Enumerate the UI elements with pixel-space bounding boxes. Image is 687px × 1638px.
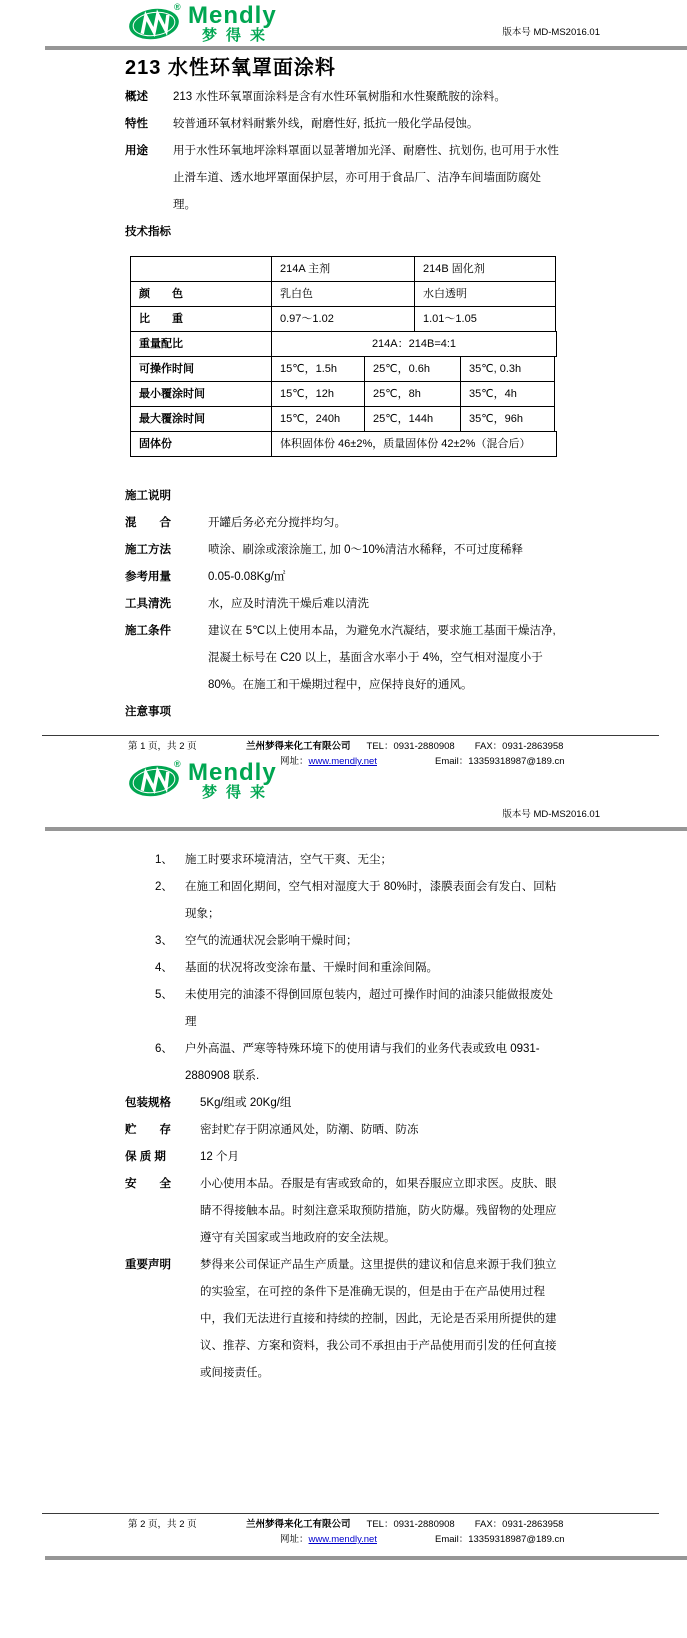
section-label: 用途 — [125, 145, 148, 157]
row-text: 开罐后务必充分搅拌均匀。 — [208, 517, 346, 529]
table-row — [130, 331, 562, 357]
brand-wordmark — [188, 761, 277, 801]
header-rule — [45, 827, 687, 831]
table-cell: 重量配比 — [130, 331, 272, 357]
table-cell: 35℃, 0.3h — [460, 356, 555, 382]
row-text: 0.05-0.08Kg/㎡ — [208, 571, 286, 583]
footer-email: Email：13359318987@189.cn — [434, 756, 565, 767]
tech-heading: 技术指标 — [125, 226, 171, 238]
table-cell: 乳白色 — [271, 281, 415, 307]
row-text: 5Kg/组或 20Kg/组 — [200, 1097, 292, 1109]
company-name: 兰州梦得来化工有限公司 — [246, 1519, 351, 1530]
info-row-packaging — [125, 1090, 562, 1117]
table-cell: 水白透明 — [414, 281, 556, 307]
row-text: 水，应及时清洗干燥后难以清洗 — [208, 598, 369, 610]
list-text: 施工时要求环境清洁，空气干爽、无尘； — [185, 854, 392, 866]
footer-tel: TEL：0931-2880908 — [366, 1519, 455, 1530]
table-cell: 颜 色 — [130, 281, 272, 307]
table-cell: 35℃，4h — [460, 381, 555, 407]
footer-tel: TEL：0931-2880908 — [366, 741, 455, 752]
list-number: 5、 — [155, 989, 173, 1001]
website-link[interactable]: www.mendly.net — [308, 756, 377, 767]
footer-rule — [42, 735, 659, 736]
website-link[interactable]: www.mendly.net — [308, 1534, 377, 1545]
section-usage — [125, 138, 562, 219]
list-text: 户外高温、严寒等特殊环境下的使用请与我们的业务代表或致电 0931-2880908 联系. — [185, 1043, 540, 1082]
table-row — [130, 356, 562, 382]
mendly-logo — [128, 4, 277, 44]
section-text: 较普通环氧材料耐紫外线，耐磨性好, 抵抗一般化学品侵蚀。 — [173, 118, 479, 130]
construction-row — [125, 618, 562, 699]
list-text: 在施工和固化期间，空气相对湿度大于 80%时，漆膜表面会有发白、回粘现象； — [185, 881, 557, 920]
list-text: 空气的流通状况会影响干燥时间； — [185, 935, 358, 947]
table-cell: 35℃，96h — [460, 406, 555, 432]
brand-name: Mendly — [188, 759, 277, 786]
row-text: 建议在 5℃以上使用本品，为避免水汽凝结，要求施工基面干燥洁净, 混凝土标号在 C20 以上，基面含水率小于 4%，空气相对湿度小于 80%。在施工和干燥期过程中，应保持良好的通风。 — [208, 625, 556, 691]
row-text: 小心使用本品。吞服是有害或致命的，如果吞服应立即求医。皮肤、眼睛不得接触本品。时刻注意采取预防措施，防火防爆。残留物的处理应遵守有关国家或当地政府的安全法规。 — [200, 1178, 557, 1244]
table-cell: 214A：214B=4:1 — [271, 331, 557, 357]
table-cell: 15℃，240h — [271, 406, 365, 432]
list-text: 未使用完的油漆不得倒回原包装内，超过可操作时间的油漆只能做报废处理 — [185, 989, 553, 1028]
tech-table — [130, 256, 562, 457]
page-1 — [0, 0, 687, 755]
section-features — [125, 111, 562, 138]
table-cell: 214B 固化剂 — [414, 256, 556, 282]
footer-fax: FAX：0931-2863958 — [474, 1519, 564, 1530]
list-item — [125, 1036, 562, 1090]
list-item — [125, 874, 562, 928]
version-label: 版本号 MD-MS2016.01 — [502, 27, 600, 38]
section-label: 概述 — [125, 91, 148, 103]
brand-name: Mendly — [188, 2, 277, 29]
construction-row — [125, 510, 562, 537]
row-label: 安 全 — [125, 1178, 171, 1190]
row-label: 贮 存 — [125, 1124, 171, 1136]
page-2-footer — [0, 1513, 687, 1547]
row-label: 工具清洗 — [125, 598, 171, 610]
page-1-header — [0, 0, 687, 50]
table-row — [130, 281, 562, 307]
row-label: 混 合 — [125, 517, 171, 529]
info-row-storage — [125, 1117, 562, 1144]
website-label: 网址： — [280, 756, 309, 767]
page-2-header — [0, 757, 687, 831]
list-item — [125, 928, 562, 955]
table-row — [130, 256, 562, 282]
table-cell: 25℃，0.6h — [364, 356, 461, 382]
table-cell: 最大覆涂时间 — [130, 406, 272, 432]
notes-heading: 注意事项 — [125, 706, 171, 718]
row-text: 梦得来公司保证产品生产质量。这里提供的建议和信息来源于我们独立的实验室，在可控的条件下是准确无误的，但是由于在产品使用过程中，我们无法进行直接和持续的控制，因此，无论是否采用所提供的建议、推荐、方案和资料，我公司不承担由于产品使用而引发的任何直接或间接责任。 — [200, 1259, 557, 1379]
row-label: 包装规格 — [125, 1097, 171, 1109]
table-cell: 25℃，8h — [364, 381, 461, 407]
brand-name-cn: 梦得来 — [202, 784, 275, 801]
table-row — [130, 406, 562, 432]
row-text: 12 个月 — [200, 1151, 239, 1163]
page-bottom-rule — [45, 1556, 687, 1560]
table-cell: 比 重 — [130, 306, 272, 332]
row-label: 重要声明 — [125, 1259, 171, 1271]
row-text: 密封贮存于阴凉通风处，防潮、防晒、防冻 — [200, 1124, 419, 1136]
section-label: 特性 — [125, 118, 148, 130]
version-label: 版本号 MD-MS2016.01 — [502, 809, 600, 820]
page-2-content — [125, 847, 562, 1387]
list-text: 基面的状况将改变涂布量、干燥时间和重涂间隔。 — [185, 962, 438, 974]
footer-fax: FAX：0931-2863958 — [474, 741, 564, 752]
row-text: 喷涂、刷涂或滚涂施工, 加 0～10%清洁水稀释，不可过度稀释 — [208, 544, 523, 556]
header-rule — [45, 46, 687, 50]
doc-title: 213 水性环氧罩面涂料 — [125, 57, 336, 79]
info-row-shelf-life — [125, 1144, 562, 1171]
footer-rule — [42, 1513, 659, 1514]
table-cell: 体积固体份 46±2%，质量固体份 42±2%（混合后） — [271, 431, 557, 457]
page-number: 第 2 页，共 2 页 — [128, 1519, 197, 1530]
registered-trademark-icon: ® — [174, 759, 181, 769]
table-cell: 固体份 — [130, 431, 272, 457]
list-number: 1、 — [155, 854, 173, 866]
table-cell: 可操作时间 — [130, 356, 272, 382]
section-text: 213 水性环氧罩面涂料是含有水性环氧树脂和水性聚酰胺的涂料。 — [173, 91, 506, 103]
brand-wordmark — [188, 4, 277, 44]
list-number: 6、 — [155, 1043, 173, 1055]
table-cell: 15℃，12h — [271, 381, 365, 407]
construction-row — [125, 564, 562, 591]
row-label: 保 质 期 — [125, 1151, 166, 1163]
row-label: 参考用量 — [125, 571, 171, 583]
construction-row — [125, 537, 562, 564]
website-label: 网址： — [280, 1534, 309, 1545]
row-label: 施工方法 — [125, 544, 171, 556]
table-row — [130, 381, 562, 407]
table-cell: 最小覆涂时间 — [130, 381, 272, 407]
table-cell — [130, 256, 272, 282]
list-item — [125, 955, 562, 982]
table-cell: 214A 主剂 — [271, 256, 415, 282]
list-item — [125, 982, 562, 1036]
company-name: 兰州梦得来化工有限公司 — [246, 741, 351, 752]
page-number: 第 1 页，共 2 页 — [128, 741, 197, 752]
company-block — [246, 1518, 565, 1547]
construction-heading: 施工说明 — [125, 490, 171, 502]
section-text: 用于水性环氧地坪涂料罩面以显著增加光泽、耐磨性、抗划伤, 也可用于水性止滑车道、透水地坪罩面保护层，亦可用于食品厂、洁净车间墙面防腐处理。 — [173, 145, 559, 211]
page-1-content — [125, 54, 562, 726]
construction-row — [125, 591, 562, 618]
table-cell: 1.01～1.05 — [414, 306, 556, 332]
table-row — [130, 306, 562, 332]
info-row-safety — [125, 1171, 562, 1252]
brand-name-cn: 梦得来 — [202, 27, 275, 44]
table-cell: 25℃，144h — [364, 406, 461, 432]
list-number: 4、 — [155, 962, 173, 974]
registered-trademark-icon: ® — [174, 2, 181, 12]
list-number: 3、 — [155, 935, 173, 947]
footer-email: Email：13359318987@189.cn — [434, 1534, 565, 1545]
list-number: 2、 — [155, 881, 173, 893]
table-cell: 0.97～1.02 — [271, 306, 415, 332]
section-overview — [125, 84, 562, 111]
mendly-logo — [128, 761, 277, 801]
list-item — [125, 847, 562, 874]
page-2 — [0, 757, 687, 1513]
table-row — [130, 431, 562, 457]
row-label: 施工条件 — [125, 625, 171, 637]
info-row-disclaimer — [125, 1252, 562, 1387]
table-cell: 15℃，1.5h — [271, 356, 365, 382]
